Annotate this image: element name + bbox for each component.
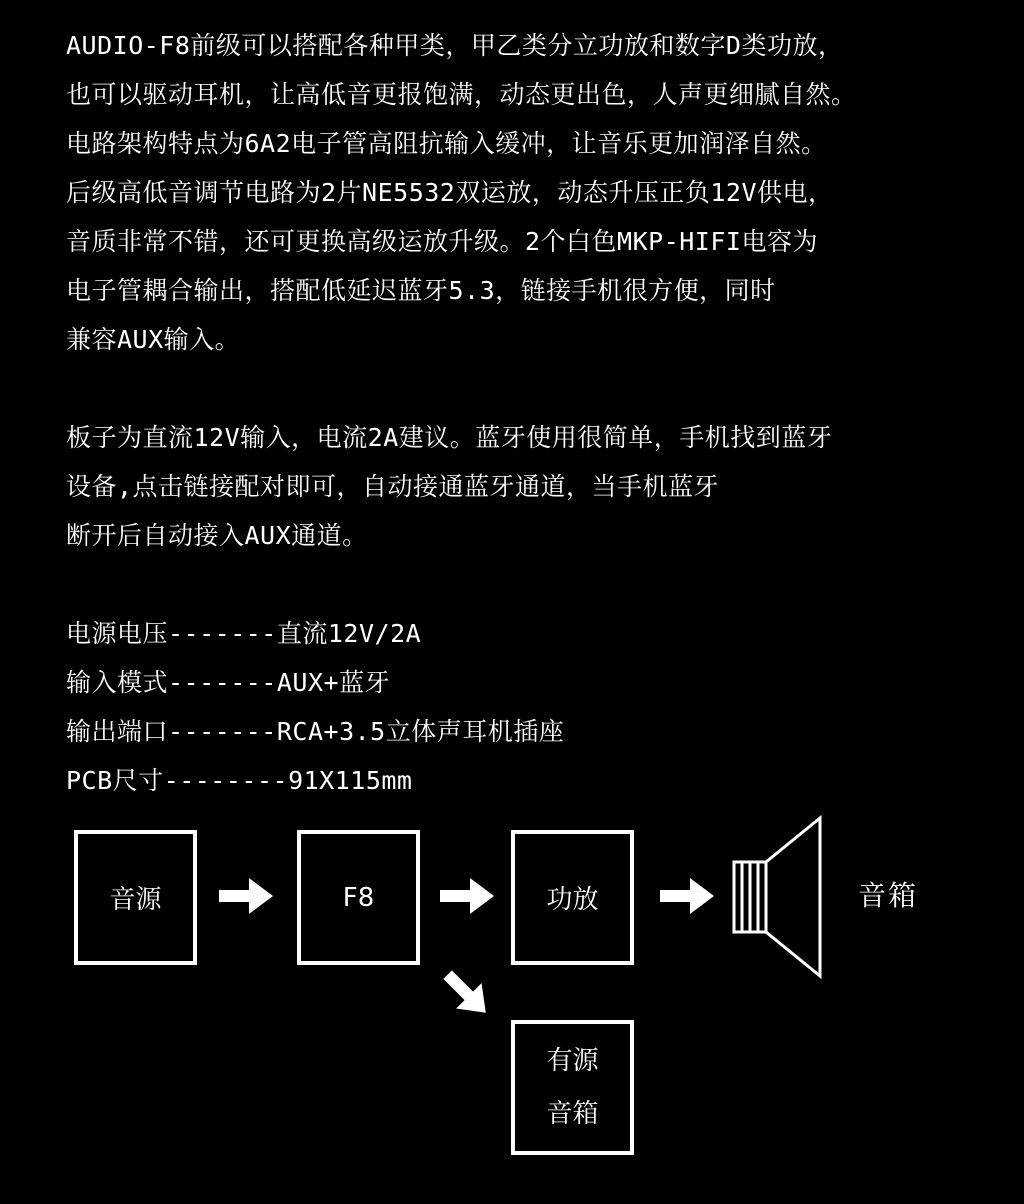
- f8-preamp-label: F8: [342, 882, 375, 913]
- speaker-icon: [730, 812, 830, 982]
- active-speaker-label-line1: 有源: [546, 1045, 599, 1076]
- spec-power-supply: 电源电压-------直流12V/2A: [66, 619, 422, 648]
- description-line: 也可以驱动耳机，让高低音更报饱满，动态更出色，人声更细腻自然。: [66, 80, 857, 109]
- description-line: 板子为直流12V输入，电流2A建议。蓝牙使用很简单，手机找到蓝牙: [66, 423, 833, 452]
- right-arrow-icon: [440, 876, 496, 916]
- spec-pcb-size: PCB尺寸--------91X115mm: [66, 766, 413, 795]
- spec-list: [66, 609, 1006, 805]
- active-speaker-box: [511, 1020, 634, 1155]
- spec-output-port: 输出端口-------RCA+3.5立体声耳机插座: [66, 717, 565, 746]
- description-line: 设备,点击链接配对即可，自动接通蓝牙通道，当手机蓝牙: [66, 472, 720, 501]
- f8-preamp-box: [297, 830, 420, 965]
- amplifier-box: [511, 830, 634, 965]
- speaker-label: 音箱: [858, 879, 919, 912]
- right-arrow-icon: [219, 876, 275, 916]
- description-line: 音质非常不错，还可更换高级运放升级。2个白色MKP-HIFI电容为: [66, 227, 818, 256]
- active-speaker-label-line2: 音箱: [546, 1098, 599, 1129]
- down-right-arrow-icon: [440, 968, 492, 1018]
- audio-source-box: [74, 830, 197, 965]
- description-line: AUDIO-F8前级可以搭配各种甲类，甲乙类分立功放和数字D类功放，: [66, 31, 844, 60]
- spec-input-mode: 输入模式-------AUX+蓝牙: [66, 668, 391, 697]
- description-paragraph-1: [66, 21, 1006, 364]
- description-line: 兼容AUX输入。: [66, 325, 241, 354]
- right-arrow-icon: [660, 876, 716, 916]
- description-line: 电子管耦合输出，搭配低延迟蓝牙5.3，链接手机很方便，同时: [66, 276, 776, 305]
- description-line: 后级高低音调节电路为2片NE5532双运放，动态升压正负12V供电，: [66, 178, 834, 207]
- description-paragraph-2: [66, 413, 1006, 560]
- audio-source-label: 音源: [109, 885, 162, 915]
- amplifier-label: 功放: [546, 885, 599, 915]
- description-line: 电路架构特点为6A2电子管高阻抗输入缓冲，让音乐更加润泽自然。: [66, 129, 827, 158]
- description-line: 断开后自动接入AUX通道。: [66, 521, 368, 550]
